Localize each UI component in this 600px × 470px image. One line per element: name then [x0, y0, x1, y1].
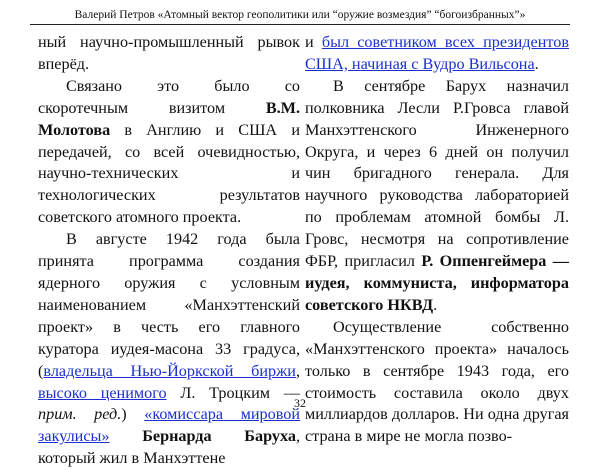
- left-p3-text-b: ,: [295, 361, 300, 380]
- editor-note: прим. ред.: [38, 405, 122, 424]
- right-paragraph-2: [305, 76, 569, 317]
- running-header-title: Валерий Петров «Атомный вектор геополитики или “оружие возмездия” “богоизбранных”»: [74, 9, 526, 21]
- molotov-name: В.М. Молотова: [38, 98, 300, 139]
- left-p3-text-f: , который жил в Манхэттене: [38, 427, 300, 468]
- link-stock-exchange-owner[interactable]: владельца Нью-Йоркской биржи: [43, 361, 296, 380]
- link-presidents-advisor[interactable]: был советником всех президентов США, начиная с Вудро Вильсона: [305, 33, 569, 73]
- right-p2-text-b: .: [433, 295, 438, 314]
- link-highly-valued[interactable]: высоко ценимого: [38, 383, 167, 402]
- oppenheimer-name: Р. Оппенгеймера — иудея, коммуниста, информатора советского НКВД: [305, 252, 569, 314]
- page-number: 32: [294, 396, 306, 410]
- left-p3-text-a: В августе 1942 года была принята программа создания ядерного оружия с условным наименованием «Манхэттенский проект» в честь его главного куратора иудея-масона 33 градуса, (: [38, 230, 300, 380]
- left-p3-text-c: Л. Троцким —: [166, 383, 300, 402]
- left-paragraph-2: [38, 76, 300, 229]
- left-p3-text-d: ): [121, 405, 145, 424]
- left-p2-text-c: в Англию и США и передачей, со всей очевидностью, научно-технических и технологических результатов советского атомного проекта.: [38, 120, 300, 227]
- right-p1-text-a: и: [305, 33, 322, 51]
- right-column: [305, 32, 569, 448]
- right-p1-text-b: .: [534, 54, 539, 73]
- link-commissar[interactable]: «комиссара мировой закулисы»: [38, 405, 300, 446]
- left-paragraph-3: [38, 229, 300, 470]
- left-p3-text-e: [110, 427, 143, 445]
- baruch-name: Бернарда Баруха: [142, 427, 296, 446]
- right-p2-text-a: В сентябре Барух назначил полковника Лесли Р.Гровса главой Манхэттенского Инженерного Округа, и через 6 дней он получил чин бригадного генерала. Для научного руководства лабораторией по проблемам атомной бомбы Л. Гровс, несмотря на сопротивление ФБР, пригласил: [305, 76, 569, 271]
- left-p1-text: ный научно-промышленный рывок вперёд.: [38, 33, 300, 73]
- right-paragraph-3: [305, 317, 569, 448]
- left-paragraph-1: [38, 32, 300, 76]
- right-p3-text: Осуществление собственно «Манхэттенского проекта» началось только в сентябре 1943 года, его стоимость составила около двух миллиардов долларов. Ни одна другая страна в мире не могла позво-: [305, 317, 569, 446]
- left-p2-text-a: Связано это было со скоротечным визитом: [38, 76, 300, 117]
- running-header: [30, 6, 570, 25]
- right-paragraph-1: [305, 32, 569, 76]
